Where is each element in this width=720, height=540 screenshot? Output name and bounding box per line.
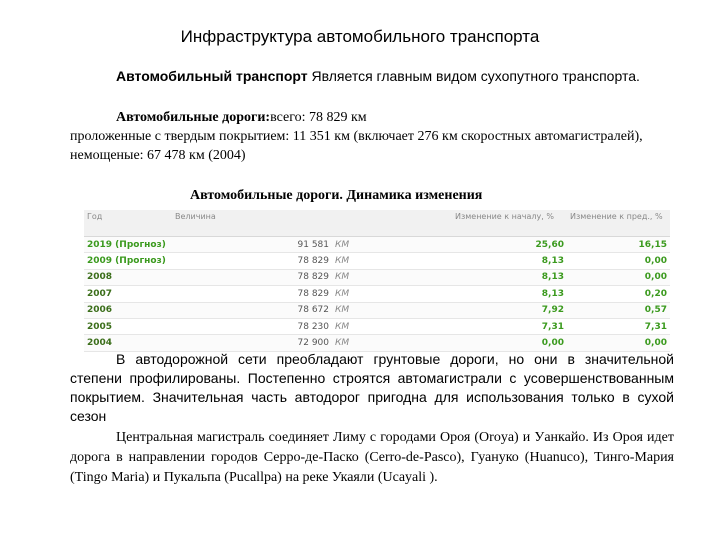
- cell-year: 2004: [84, 335, 172, 351]
- cell-year: 2005: [84, 318, 172, 334]
- roads-table: [84, 210, 670, 352]
- cell-unit: КМ: [332, 318, 452, 334]
- cell-year: 2008: [84, 269, 172, 285]
- col-header-change-start[interactable]: Изменение к началу, %: [452, 210, 567, 237]
- cell-value: 78 829: [172, 269, 332, 285]
- cell-change-start: 8,13: [452, 253, 567, 269]
- slide-title: Инфраструктура автомобильного транспорта: [180, 27, 540, 46]
- intro-text: Является главным видом сухопутного транспорта.: [307, 68, 640, 84]
- roads-bold: Автомобильные дороги:: [116, 110, 271, 125]
- cell-year: 2019 (Прогноз): [84, 237, 172, 253]
- cell-value: 78 829: [172, 286, 332, 302]
- table-row: [84, 302, 670, 318]
- cell-value: 72 900: [172, 335, 332, 351]
- cell-change-start: 8,13: [452, 269, 567, 285]
- table-row: [84, 335, 670, 351]
- paragraph-central-highway: [70, 428, 674, 488]
- paragraph-unpaved-roads-text: В автодорожной сети преобладают грунтовые дороги, но они в значительной степени профилированы. Постепенно строятся автомагистрали с усовершенствованным покрытием. Значительная часть автодорог пригодна для использования только в сухой сезон: [70, 351, 674, 424]
- cell-change-prev: 0,00: [567, 253, 670, 269]
- cell-change-start: 0,00: [452, 335, 567, 351]
- cell-value: 78 672: [172, 302, 332, 318]
- cell-change-prev: 16,15: [567, 237, 670, 253]
- table-row: [84, 286, 670, 302]
- cell-year: 2006: [84, 302, 172, 318]
- cell-change-prev: 0,00: [567, 269, 670, 285]
- col-header-value[interactable]: Величина: [172, 210, 332, 237]
- col-header-year[interactable]: Год: [84, 210, 172, 237]
- cell-year: 2009 (Прогноз): [84, 253, 172, 269]
- cell-unit: КМ: [332, 302, 452, 318]
- col-header-change-prev[interactable]: Изменение к пред., %: [567, 210, 670, 237]
- paragraph-unpaved-roads: [70, 350, 674, 426]
- paragraph-central-highway-text: Центральная магистраль соединяет Лиму с городами Ороя (Oroya) и Уанкайо. Из Ороя идет дорога в направлении городов Серро-де-Паско (Cerro-de-Pasco), Гуануко (Huanuco), Тинго-Мария (Tingo Maria) и Пукальпа (Pucallpa) на реке Укаяли (Ucayali ).: [70, 430, 674, 485]
- cell-change-prev: 0,57: [567, 302, 670, 318]
- cell-unit: КМ: [332, 335, 452, 351]
- table-title: Автомобильные дороги. Динамика изменения: [190, 188, 483, 203]
- table-row: [84, 318, 670, 334]
- cell-unit: КМ: [332, 269, 452, 285]
- cell-change-start: 7,92: [452, 302, 567, 318]
- cell-change-start: 8,13: [452, 286, 567, 302]
- table-row: [84, 253, 670, 269]
- cell-value: 91 581: [172, 237, 332, 253]
- roads-paragraph: [70, 108, 680, 165]
- cell-value: 78 230: [172, 318, 332, 334]
- roads-paved: проложенные с твердым покрытием: 11 351 км (включает 276 км скоростных автомагистралей),: [70, 129, 643, 144]
- table-header-row: [84, 210, 670, 237]
- cell-change-start: 25,60: [452, 237, 567, 253]
- roads-table-image: [84, 210, 670, 349]
- intro-paragraph: [70, 67, 670, 86]
- cell-change-start: 7,31: [452, 318, 567, 334]
- roads-unpaved: немощеные: 67 478 км (2004): [70, 148, 246, 163]
- cell-change-prev: 0,00: [567, 335, 670, 351]
- col-header-unit: [332, 210, 452, 237]
- cell-unit: КМ: [332, 286, 452, 302]
- roads-total: всего: 78 829 км: [270, 110, 367, 125]
- cell-value: 78 829: [172, 253, 332, 269]
- cell-change-prev: 0,20: [567, 286, 670, 302]
- cell-year: 2007: [84, 286, 172, 302]
- table-row: [84, 269, 670, 285]
- intro-bold: Автомобильный транспорт: [116, 68, 308, 84]
- cell-unit: КМ: [332, 253, 452, 269]
- table-row: [84, 237, 670, 253]
- cell-change-prev: 7,31: [567, 318, 670, 334]
- cell-unit: КМ: [332, 237, 452, 253]
